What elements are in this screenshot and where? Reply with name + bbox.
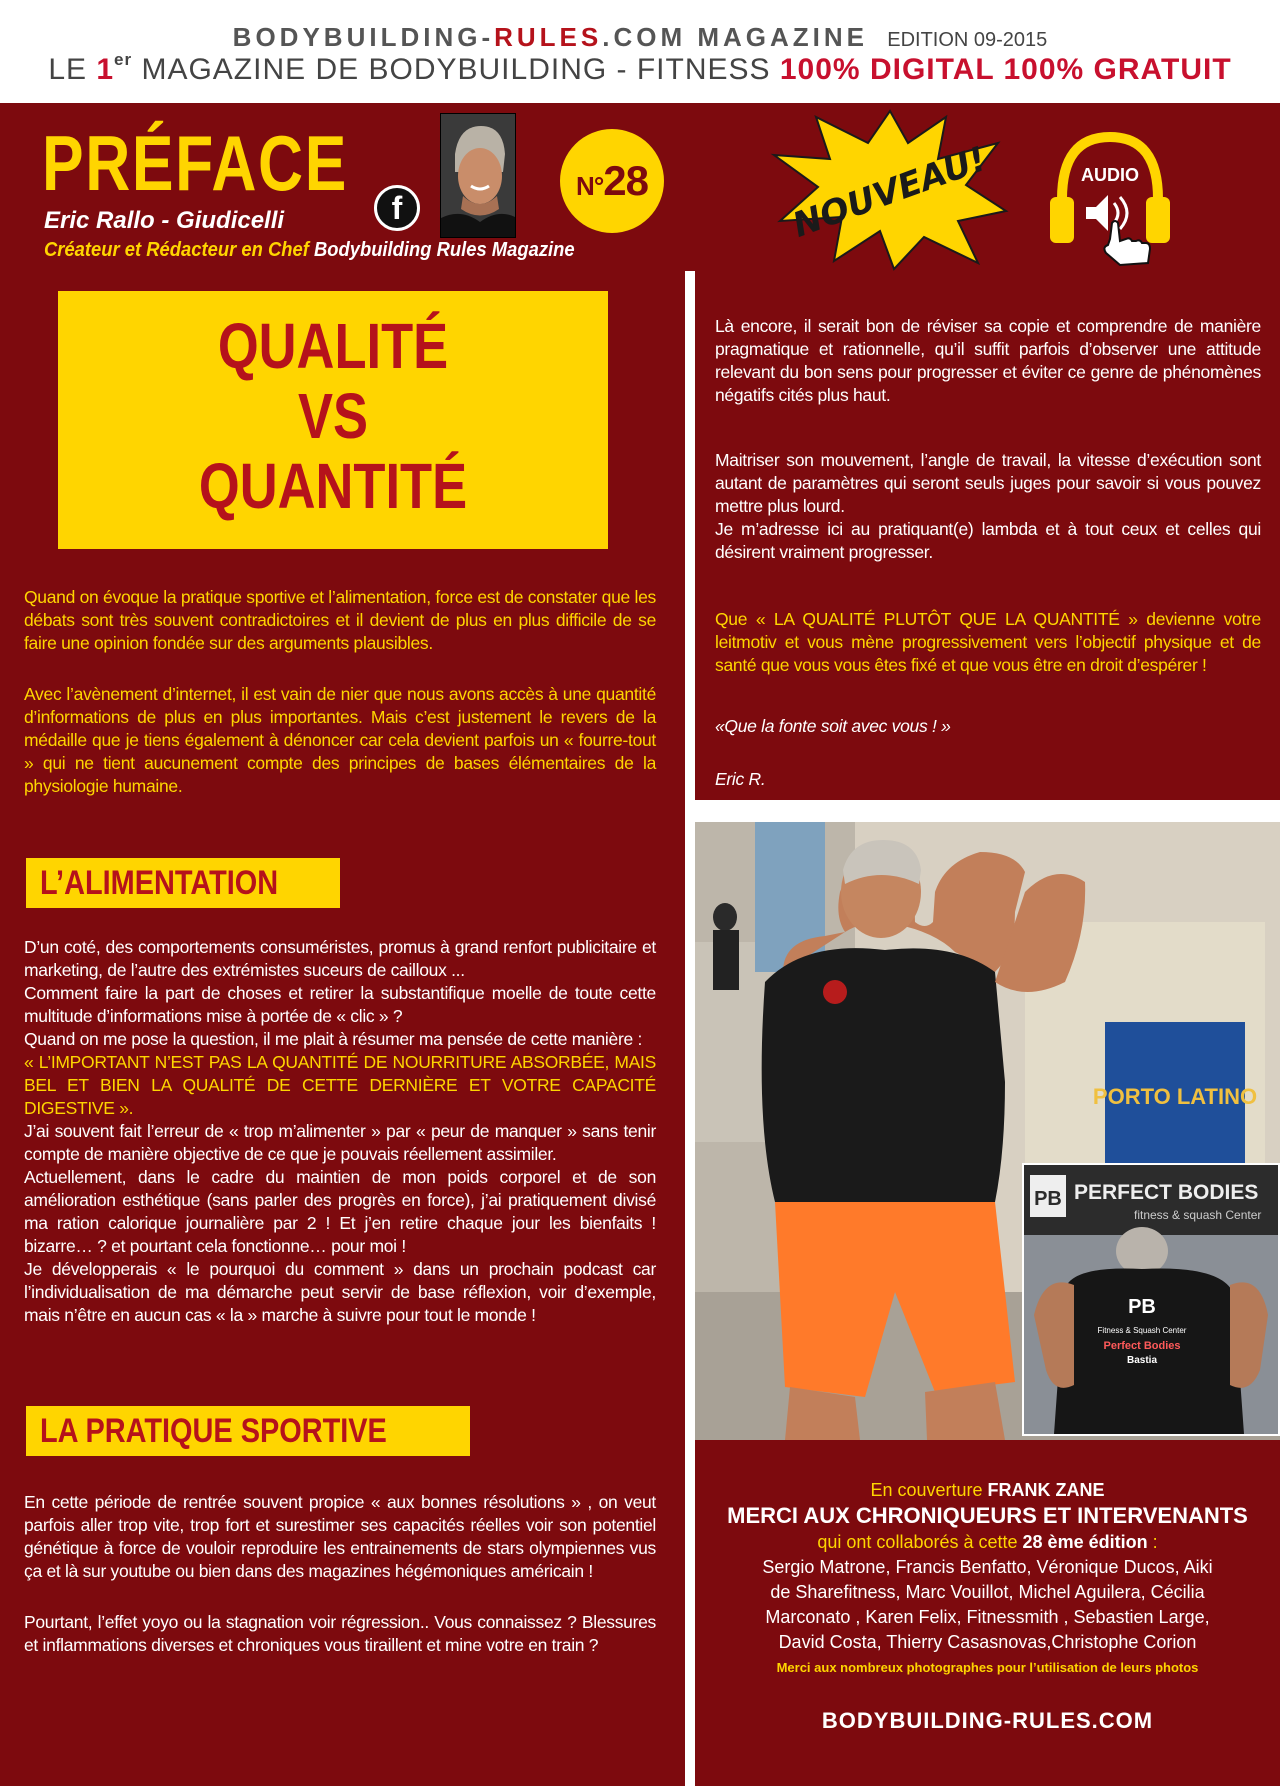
right-paragraph-2: Maitriser son mouvement, l’angle de travail, la vitesse d’exécution sont autant de paramètres qui seront seuls juges pour savoir si vous pouvez mettre plus lourd. [715, 450, 1261, 516]
masthead [0, 0, 1280, 100]
pratique-paragraph-2: Pourtant, l’effet yoyo ou la stagnation voir régression.. Vous connaissez ? Blessures et inflammations diverses et chroniques vous tiraillent et mine votre en train ? [24, 1612, 656, 1655]
nouveau-burst [770, 103, 1010, 271]
collab-prefix: qui ont collaborés à cette [817, 1532, 1023, 1552]
tagline-number: 1 [96, 53, 115, 86]
pratique-paragraph-1: En cette période de rentrée souvent propice « aux bonnes résolutions » , on veut parfois aller trop vite, trop fort et surestimer ses capacités réelles voir son potentiel génétique à force de vouloir reproduire les entrainements de stars olympiennes vus ça et là sur youtube ou bien dans des magazines hégémoniques américain ! [24, 1492, 656, 1581]
audio-label: AUDIO [1081, 165, 1139, 185]
shirt-text-3: Bastia [1126, 1355, 1158, 1366]
right-paragraph-1: Là encore, il serait bon de réviser sa copie et comprendre de manière pragmatique et rationnelle, qu’il suffit parfois d’observer une attitude relevant du bon sens pour progresser et éviter ce genre de phénomènes négatifs cités plus haut. [715, 316, 1261, 405]
headline-box [58, 291, 608, 549]
preface-title: PRÉFACE [42, 119, 348, 207]
contributors-line-3: Marconato , Karen Felix, Fitnessmith , Sebastien Large, [765, 1607, 1210, 1627]
website-link[interactable]: BODYBUILDING-RULES.COM [821, 1708, 1154, 1733]
alimentation-quote: « L’IMPORTANT N’EST PAS LA QUANTITÉ DE NOURRITURE ABSORBÉE, MAIS BEL ET BIEN LA QUALITÉ DE CETTE DERNIÈRE ET VOTRE CAPACITÉ DIGESTIVE ». [24, 1052, 656, 1118]
header-band [0, 103, 1280, 271]
shirt-text-2: Perfect Bodies [1103, 1340, 1181, 1352]
alimentation-paragraph-6: Je développerais « le pourquoi du comment » dans un prochain podcast car l’individualisation de ma démarche peut servir de base réflexion, voir d’exemple, mais n’être en aucun cas « la » marche à suivre pour tout le monde ! [24, 1259, 656, 1325]
tagline-pre: LE [48, 53, 97, 86]
author-role [44, 239, 575, 262]
inset-logo-text: PB [1034, 1188, 1062, 1210]
brand-part-1: BODYBUILDING- [232, 22, 495, 52]
cover-credit [695, 1480, 1280, 1501]
author-name: Eric Rallo - Giudicelli [44, 207, 285, 234]
tagline-mid: MAGAZINE DE BODYBUILDING - FITNESS [132, 53, 780, 86]
right-paragraph-2-3 [715, 449, 1261, 564]
issue-prefix: N° [576, 171, 604, 201]
inset-photo [1022, 1163, 1280, 1436]
cover-credit-name: FRANK ZANE [987, 1480, 1105, 1500]
alimentation-paragraph-3: Quand on me pose la question, il me plait à résumer ma pensée de cette manière : [24, 1029, 643, 1049]
headline-line-3: QUANTITÉ [198, 450, 468, 522]
section-label-alimentation [26, 858, 340, 908]
thanks-heading: MERCI AUX CHRONIQUEURS ET INTERVENANTS [727, 1503, 1248, 1528]
section-label-pratique [26, 1406, 470, 1456]
author-role-magazine: Bodybuilding Rules Magazine [313, 239, 575, 261]
headline-line-1: QUALITÉ [217, 310, 449, 382]
issue-number-badge [560, 129, 664, 233]
brand-part-3: .COM MAGAZINE [602, 22, 868, 52]
collab-edition: 28 ème édition [1022, 1532, 1148, 1552]
section-label-pratique-text: LA PRATIQUE SPORTIVE [40, 1412, 387, 1450]
collab-suffix: : [1147, 1532, 1158, 1552]
intro-paragraph-1: Quand on évoque la pratique sportive et l’alimentation, force est de constater que les débats sont très souvent contradictoires et il devient de plus en plus difficile de se faire une opinion fondée sur des arguments plausibles. [24, 587, 656, 653]
porto-latino-sign: PORTO LATINO [1092, 1084, 1258, 1109]
shirt-logo: PB [1128, 1296, 1156, 1318]
audio-headphones-icon[interactable] [1040, 119, 1180, 269]
section-label-alimentation-text: L’ALIMENTATION [40, 864, 279, 902]
perfect-bodies-sign: PERFECT BODIES [1074, 1181, 1259, 1204]
brand-part-2: RULES [494, 22, 603, 52]
tagline-accent: 100% DIGITAL 100% GRATUIT [779, 53, 1232, 86]
right-paragraph-3: Je m’adresse ici au pratiquant(e) lambda et à tout ceux et celles qui désirent vraiment progresser. [715, 519, 1261, 562]
perfect-bodies-sub: fitness & squash Center [1134, 1208, 1262, 1222]
issue-number: 28 [603, 157, 648, 204]
photographers-credit: Merci aux nombreux photographes pour l’utilisation de leurs photos [776, 1660, 1199, 1675]
alimentation-text [24, 936, 656, 1327]
right-text-block [695, 271, 1280, 800]
intro-paragraph-2: Avec l’avènement d’internet, il est vain de nier que nous avons accès à une quantité d’informations de plus en plus importantes. Mais c’est justement le revers de la médaille que je tiens également à dénoncer car cela devient parfois un « fourre-tout » qui ne tient aucunement compte des principes de bases élémentaires de la physiologie humaine. [24, 684, 656, 796]
tagline-superscript: er [114, 50, 133, 69]
contributors-line-2: de Sharefitness, Marc Vouillot, Michel Aguilera, Cécilia [770, 1582, 1205, 1602]
alimentation-paragraph-4: J’ai souvent fait l’erreur de « trop m’alimenter » par « peur de manquer » sans tenir compte de manière objective de ce que je pouvais réellement assimiler. [24, 1121, 656, 1164]
right-paragraph-4: Que « LA QUALITÉ PLUTÔT QUE LA QUANTITÉ » devienne votre leitmotiv et vous mène progressivement vers l’objectif physique et de santé que vous vous êtes fixé et que vous être en droit d’espérer ! [715, 609, 1261, 675]
nouveau-text: NOUVEAU! [787, 139, 992, 246]
headline-line-2: VS [297, 380, 369, 452]
author-role-text: Créateur et Rédacteur en Chef [44, 239, 314, 261]
edition-label: EDITION 09-2015 [887, 29, 1048, 51]
hand-pointer-icon [1104, 221, 1150, 265]
magazine-title [0, 22, 1280, 53]
magazine-tagline [0, 50, 1280, 87]
shirt-text-1: Fitness & Squash Center [1097, 1326, 1187, 1335]
cover-credit-prefix: En couverture [870, 1480, 988, 1500]
credits-block [695, 1440, 1280, 1786]
contributors-line-1: Sergio Matrone, Francis Benfatto, Véronique Ducos, Aiki [762, 1557, 1213, 1577]
collab-line [695, 1532, 1280, 1553]
alimentation-paragraph-2: Comment faire la part de choses et retirer la substantifique moelle de toute cette multitude d’informations mise à portée de « clic » ? [24, 983, 656, 1026]
facebook-icon[interactable]: f [374, 185, 420, 231]
right-closing-quote: «Que la fonte soit avec vous ! » [715, 716, 951, 736]
author-photo [440, 113, 516, 238]
alimentation-paragraph-1: D’un coté, des comportements consuméristes, promus à grand renfort publicitaire et marketing, de l’autre des extrémistes suceurs de cailloux ... [24, 937, 656, 980]
left-column [0, 271, 685, 1786]
right-signature: Eric R. [715, 769, 766, 789]
alimentation-paragraph-5: Actuellement, dans le cadre du maintien de mon poids corporel et de son amélioration esthétique (sans parler des progrès en force), j’ai pratiquement divisé ma ration calorique journalière par 2 ! Et j’en retire chaque jour les bienfaits ! bizarre… ? et pourtant cela fonctionne… pour moi ! [24, 1167, 656, 1256]
contributors-line-4: David Costa, Thierry Casasnovas,Christophe Corion [778, 1632, 1197, 1652]
